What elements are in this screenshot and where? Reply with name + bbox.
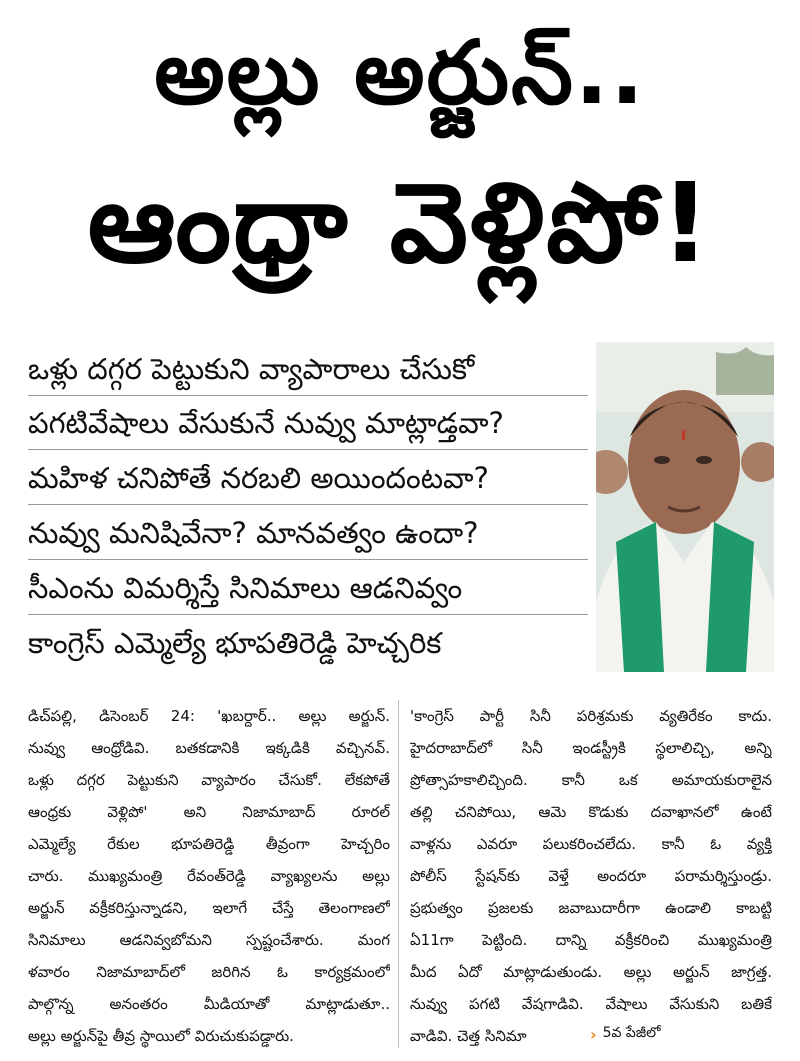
article-line: తల్లి చనిపోయి, ఆమె కొడుకు దవాఖానలో ఉంటే xyxy=(410,803,772,821)
article-line: ఆంధ్రకు వెళ్లిపో' అని నిజామాబాద్ రూరల్ xyxy=(28,803,390,821)
article-line: ళవారం నిజామాబాద్‌లో జరిగిన ఓ కార్యక్రమంలో xyxy=(28,963,390,981)
chevron-right-icon: › xyxy=(590,1024,597,1044)
subhead-rule xyxy=(28,614,588,615)
article-line: ఏ11గా పెట్టింది. దాన్ని వక్రీకరించి ముఖ్యమంత్రి xyxy=(410,931,772,949)
article-line: ప్రోత్సాహకాలిచ్చింది. కానీ ఒక అమాయకురాలైన xyxy=(410,771,772,789)
article-line: ఎమ్మెల్యే రేకుల భూపతిరెడ్డి తీవ్రంగా హెచ్చరిం xyxy=(28,835,390,853)
article-line: ప్రభుత్వం ప్రజలకు జవాబుదారీగా ఉండాలి కాబట్టి xyxy=(410,899,772,917)
article-line: వాళ్లను ఎవరూ పలుకరించలేదు. కానీ ఓ వ్యక్తి xyxy=(410,835,772,853)
article-line: ఒళ్లు దగ్గర పెట్టుకుని వ్యాపారం చేసుకో. లేకపోతే xyxy=(28,771,390,789)
subhead-line: పగటివేషాలు వేసుకునే నువ్వు మాట్లాడ్తవా? xyxy=(28,406,504,440)
subhead-line: నువ్వు మనిషివేనా? మానవత్వం ఉందా? xyxy=(28,516,479,550)
article-line: పోలీస్ స్టేషన్‌కు వెళ్తే అందరూ పరామర్శిస్తుండ్రు. xyxy=(410,867,772,885)
subhead-rule xyxy=(28,395,588,396)
article-line: హైదరాబాద్‌లో సినీ ఇండస్ట్రీకి స్థలాలిచ్చి, అన్ని xyxy=(410,739,772,757)
article-line: మీద ఏదో మాట్లాడుతుండు. అల్లు అర్జున్ జాగ్రత్త. xyxy=(410,963,772,981)
article-line: చారు. ముఖ్యమంత్రి రేవంత్‌రెడ్డి వ్యాఖ్యలను అల్లు xyxy=(28,867,390,885)
subhead-line: కాంగ్రెస్ ఎమ్మెల్యే భూపతిరెడ్డి హెచ్చరిక xyxy=(28,626,442,660)
subhead-line: ఒళ్లు దగ్గర పెట్టుకుని వ్యాపారాలు చేసుకో xyxy=(28,352,475,386)
subhead-line: మహిళ చనిపోతే నరబలి అయిందంటవా? xyxy=(28,461,489,495)
continued-on-page[interactable] xyxy=(590,1020,661,1048)
article-column-1 xyxy=(28,700,390,1052)
politician-photo xyxy=(596,342,774,672)
headline-line-2: ఆంధ్రా వెళ్లిపో! xyxy=(87,159,713,287)
article-line: వాడివి. చెత్త సినిమా xyxy=(410,1027,527,1045)
article-line: పాల్గొన్న అనంతరం మీడియాతో మాట్లాడుతూ.. xyxy=(28,995,390,1013)
subhead-line: సీఎంను విమర్శిస్తే సినిమాలు ఆడనివ్వం xyxy=(28,571,463,605)
subhead-rule xyxy=(28,559,588,560)
continued-label: 5వ పేజీలో xyxy=(602,1024,661,1041)
subhead-rule xyxy=(28,449,588,450)
article-line: డిచ్‌పల్లి, డిసెంబర్ 24: 'ఖబర్దార్.. అల్లు అర్జున్. xyxy=(28,707,390,725)
article-line: నువ్వు ఆంధ్రోడివి. బతకడానికి ఇక్కడికి వచ్చినవ్. xyxy=(28,739,390,757)
headline-line-1: అల్లు అర్జున్.. xyxy=(154,21,646,124)
article-line: సినిమాలు ఆడనివ్వబోమని స్పష్టంచేశారు. మంగ xyxy=(28,931,390,949)
subhead-rule xyxy=(28,504,588,505)
article-line: అర్జున్ వక్రీకరిస్తున్నాడని, ఇలాగే చేస్తే తెలంగాణలో xyxy=(28,899,390,917)
article-line: అల్లు అర్జున్‌పై తీవ్ర స్థాయిలో విరుచుకుపడ్డారు. xyxy=(28,1027,294,1045)
article-line: నువ్వు పగటి వేషగాడివి. వేషాలు వేసుకుని బతికే xyxy=(410,995,772,1013)
article-line: 'కాంగ్రెస్ పార్టీ సినీ పరిశ్రమకు వ్యతిరేకం కాదు. xyxy=(410,707,772,725)
article-column-2 xyxy=(410,700,772,1052)
column-divider xyxy=(398,700,399,1048)
